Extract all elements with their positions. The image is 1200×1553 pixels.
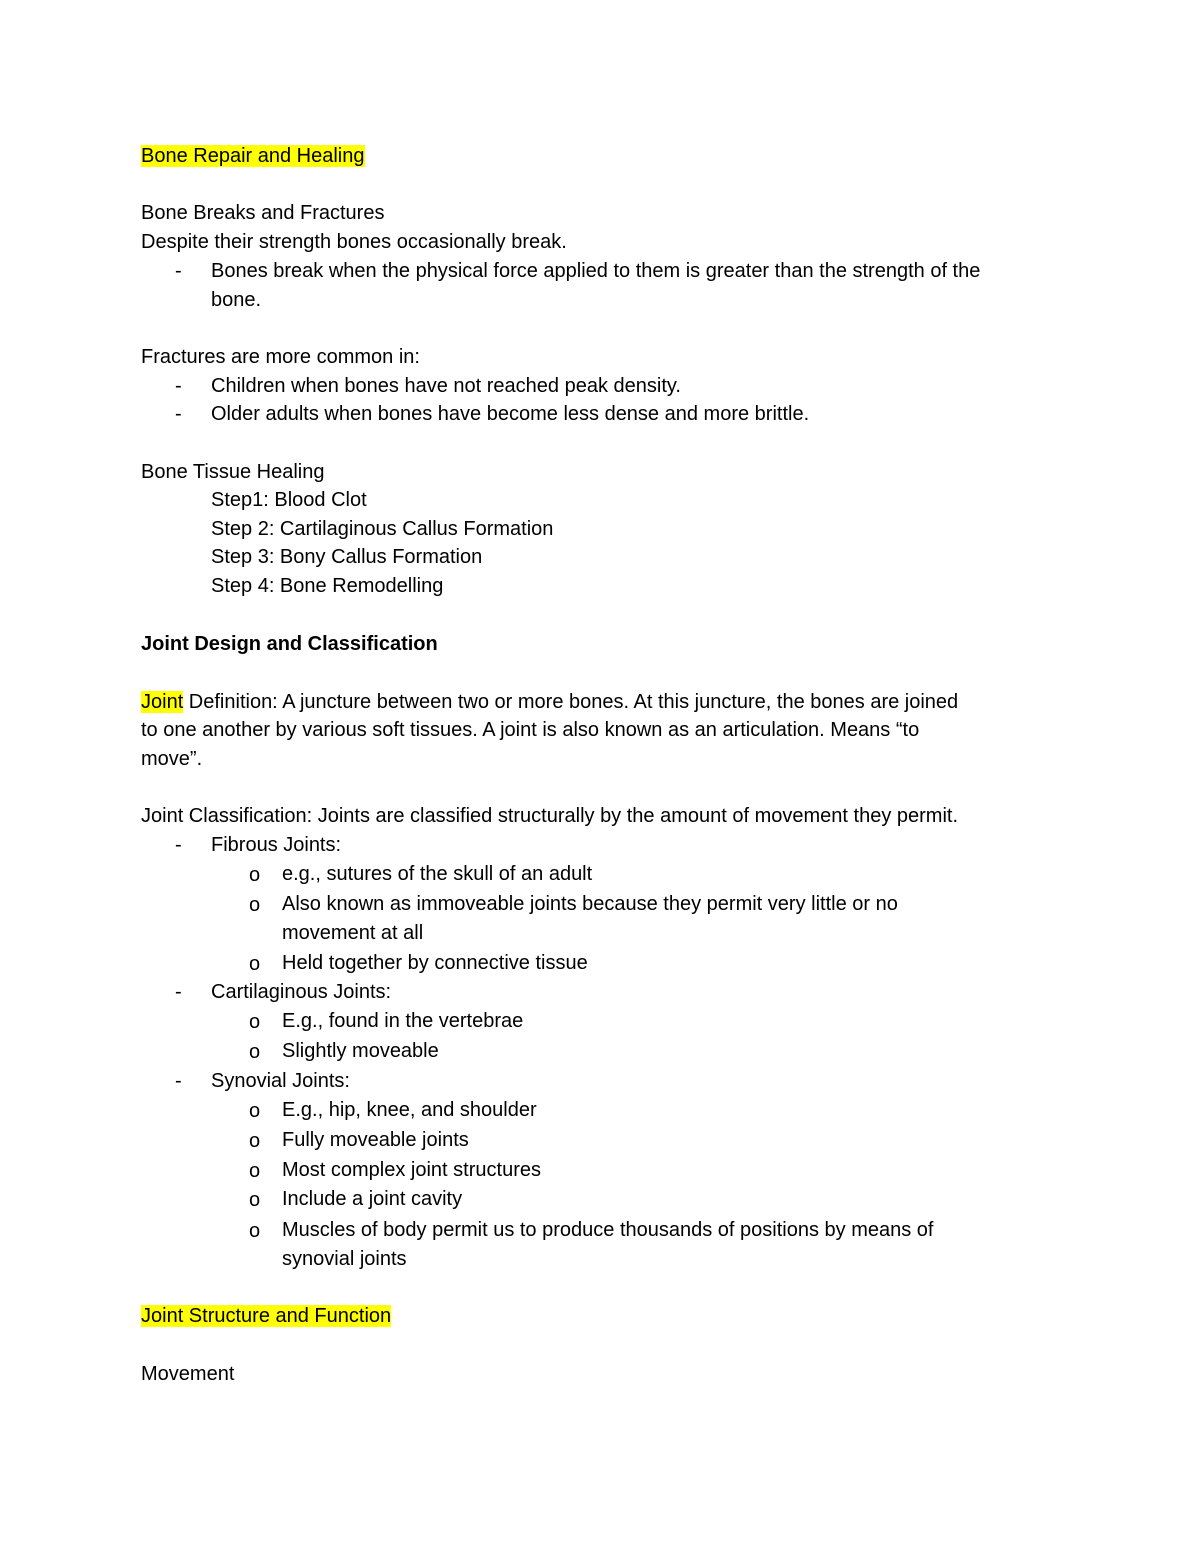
circle-bullet: o <box>249 1011 261 1033</box>
sub-list-item: Held together by connective tissue <box>282 952 588 974</box>
sub-list-item: Fully moveable joints <box>282 1129 469 1151</box>
circle-bullet: o <box>249 1130 261 1152</box>
list-item: Older adults when bones have become less dense and more brittle. <box>211 403 810 425</box>
definition-text: Definition: A juncture between two or more bones. At this juncture, the bones are joined <box>183 691 959 713</box>
circle-bullet: o <box>249 953 261 975</box>
dash-bullet: - <box>175 981 182 1003</box>
subheading-bone-tissue-healing: Bone Tissue Healing <box>141 461 325 483</box>
sub-list-item: Also known as immoveable joints because they permit very little or no <box>282 893 898 915</box>
paragraph-joint-classification: Joint Classification: Joints are classified structurally by the amount of movement they permit. <box>141 805 959 827</box>
dash-bullet: - <box>175 260 182 282</box>
subheading-movement: Movement <box>141 1363 235 1385</box>
list-item-cartilaginous: Cartilaginous Joints: <box>211 981 392 1003</box>
dash-bullet: - <box>175 834 182 856</box>
subheading-bone-breaks: Bone Breaks and Fractures <box>141 202 385 224</box>
paragraph-joint-definition-line: move”. <box>141 748 203 770</box>
step-item: Step 2: Cartilaginous Callus Formation <box>211 518 554 540</box>
heading-joint-design: Joint Design and Classification <box>141 633 438 655</box>
circle-bullet: o <box>249 1220 261 1242</box>
step-item: Step 3: Bony Callus Formation <box>211 546 483 568</box>
paragraph-breaks-intro: Despite their strength bones occasionally break. <box>141 231 567 253</box>
dash-bullet: - <box>175 403 182 425</box>
sub-list-item: Muscles of body permit us to produce thousands of positions by means of <box>282 1219 934 1241</box>
sub-list-item: Include a joint cavity <box>282 1188 463 1210</box>
step-item: Step 4: Bone Remodelling <box>211 575 444 597</box>
circle-bullet: o <box>249 1160 261 1182</box>
circle-bullet: o <box>249 864 261 886</box>
step-item: Step1: Blood Clot <box>211 489 367 511</box>
list-item-fibrous: Fibrous Joints: <box>211 834 342 856</box>
sub-list-item-continuation: synovial joints <box>282 1248 407 1270</box>
list-item-synovial: Synovial Joints: <box>211 1070 350 1092</box>
sub-list-item: Slightly moveable <box>282 1040 439 1062</box>
circle-bullet: o <box>249 1041 261 1063</box>
dash-bullet: - <box>175 375 182 397</box>
paragraph-fractures-intro: Fractures are more common in: <box>141 346 420 368</box>
sub-list-item: e.g., sutures of the skull of an adult <box>282 863 593 885</box>
circle-bullet: o <box>249 894 261 916</box>
highlighted-heading: Bone Repair and Healing <box>141 145 365 167</box>
dash-bullet: - <box>175 1070 182 1092</box>
sub-list-item: E.g., hip, knee, and shoulder <box>282 1099 537 1121</box>
highlighted-term: Joint <box>141 691 184 713</box>
heading-joint-structure <box>141 1302 391 1331</box>
list-item: Bones break when the physical force applied to them is greater than the strength of the <box>211 260 981 282</box>
paragraph-joint-definition <box>141 688 958 717</box>
sub-list-item-continuation: movement at all <box>282 922 424 944</box>
highlighted-heading: Joint Structure and Function <box>141 1305 392 1327</box>
heading-bone-repair <box>141 142 365 171</box>
sub-list-item: E.g., found in the vertebrae <box>282 1010 524 1032</box>
list-item-continuation: bone. <box>211 289 262 311</box>
circle-bullet: o <box>249 1100 261 1122</box>
list-item: Children when bones have not reached peak density. <box>211 375 681 397</box>
paragraph-joint-definition-line: to one another by various soft tissues. A joint is also known as an articulation. Means “to <box>141 719 920 741</box>
sub-list-item: Most complex joint structures <box>282 1159 541 1181</box>
circle-bullet: o <box>249 1189 261 1211</box>
